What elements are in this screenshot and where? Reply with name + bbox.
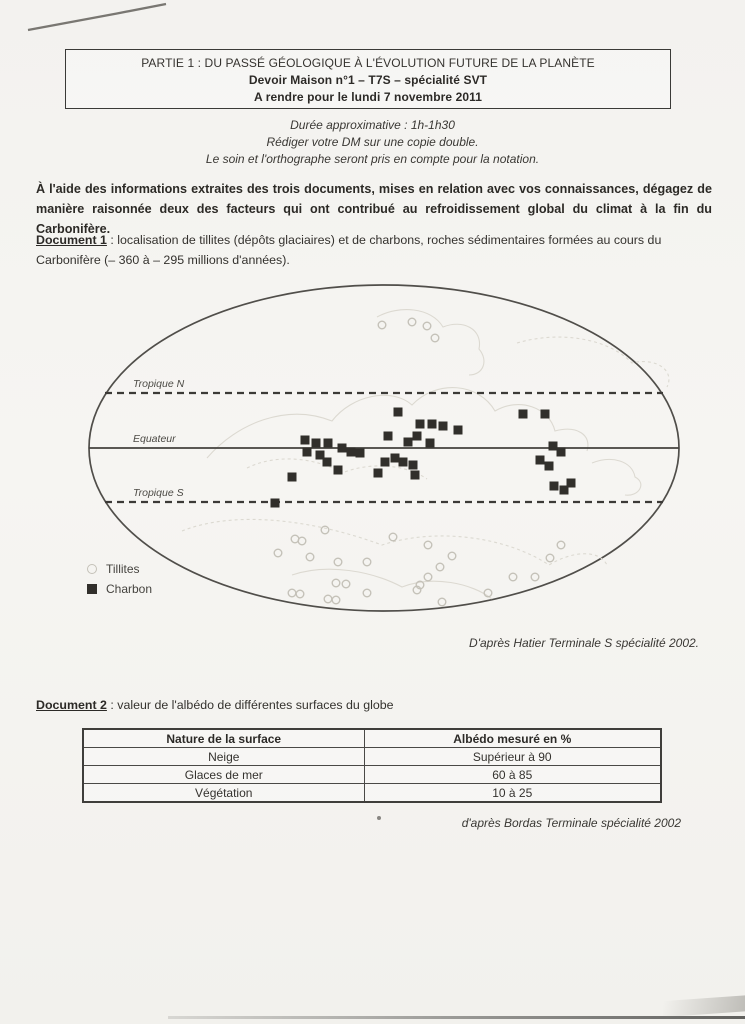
- legend-label-tillites: Tillites: [106, 562, 140, 576]
- document1-text: : localisation de tillites (dépôts glaciaires) et de charbons, roches sédimentaires formées au cours du Carbonifère (– 360 à – 295 millions d'années).: [36, 233, 662, 267]
- table-row: [83, 784, 661, 803]
- document2-caption: [36, 695, 714, 715]
- header-box: [65, 49, 671, 109]
- header-due-date: A rendre pour le lundi 7 novembre 2011: [253, 90, 483, 104]
- legend-item-tillites: [87, 559, 152, 579]
- document2-text: : valeur de l'albédo de différentes surfaces du globe: [106, 698, 394, 712]
- pen-mark-artifact: [0, 0, 200, 50]
- instruction-care: Le soin et l'orthographe seront pris en compte pour la notation.: [205, 152, 540, 166]
- map-source-attribution: D'après Hatier Terminale S spécialité 2002.: [469, 636, 699, 650]
- scan-artifact-dot: [377, 816, 381, 820]
- world-map-figure: [87, 283, 683, 613]
- legend-label-charbon: Charbon: [106, 582, 153, 596]
- tropic-north-label: Tropique N: [133, 378, 185, 390]
- instructions-block: [0, 117, 745, 168]
- table-row: [83, 748, 661, 766]
- charbon-points: [271, 408, 576, 508]
- table-cell-surface: Neige: [83, 748, 364, 766]
- instruction-duration: Durée approximative : 1h-1h30: [290, 118, 455, 132]
- legend-item-charbon: [87, 579, 152, 599]
- map-legend: [87, 559, 152, 599]
- table-header-surface: Nature de la surface: [83, 729, 364, 748]
- table-cell-surface: Glaces de mer: [83, 766, 364, 784]
- world-map-svg: [87, 283, 683, 613]
- equator-label: Equateur: [133, 433, 176, 445]
- tillites-points: [274, 318, 565, 606]
- continent-outlines: [182, 310, 669, 599]
- document1-label: Document 1: [36, 233, 107, 247]
- scan-corner-smudge: [663, 995, 745, 1017]
- tropic-south-label: Tropique S: [133, 487, 184, 499]
- charbon-square-icon: [87, 584, 97, 594]
- instruction-copy: Rédiger votre DM sur une copie double.: [266, 135, 479, 149]
- table-row: [83, 766, 661, 784]
- table-cell-albedo: 60 à 85: [364, 766, 661, 784]
- table-source-attribution: d'après Bordas Terminale spécialité 2002: [461, 816, 681, 830]
- scan-edge-line: [168, 1016, 745, 1019]
- table-cell-albedo: 10 à 25: [364, 784, 661, 803]
- albedo-table: [82, 728, 662, 803]
- header-title: PARTIE 1 : DU PASSÉ GÉOLOGIQUE À L'ÉVOLUTION FUTURE DE LA PLANÈTE: [141, 56, 595, 70]
- tillites-circle-icon: [87, 564, 97, 574]
- table-cell-surface: Végétation: [83, 784, 364, 803]
- document2-label: Document 2: [36, 698, 107, 712]
- table-header-albedo: Albédo mesuré en %: [364, 729, 661, 748]
- table-cell-albedo: Supérieur à 90: [364, 748, 661, 766]
- task-statement: À l'aide des informations extraites des trois documents, mises en relation avec vos connaissances, dégagez de manière raisonnée deux des facteurs qui ont contribué au refroidissement global du climat à la fin du Carbonifère.: [36, 182, 712, 236]
- document1-caption: [36, 230, 714, 270]
- header-subtitle: Devoir Maison n°1 – T7S – spécialité SVT: [248, 73, 488, 87]
- table-header-row: [83, 729, 661, 748]
